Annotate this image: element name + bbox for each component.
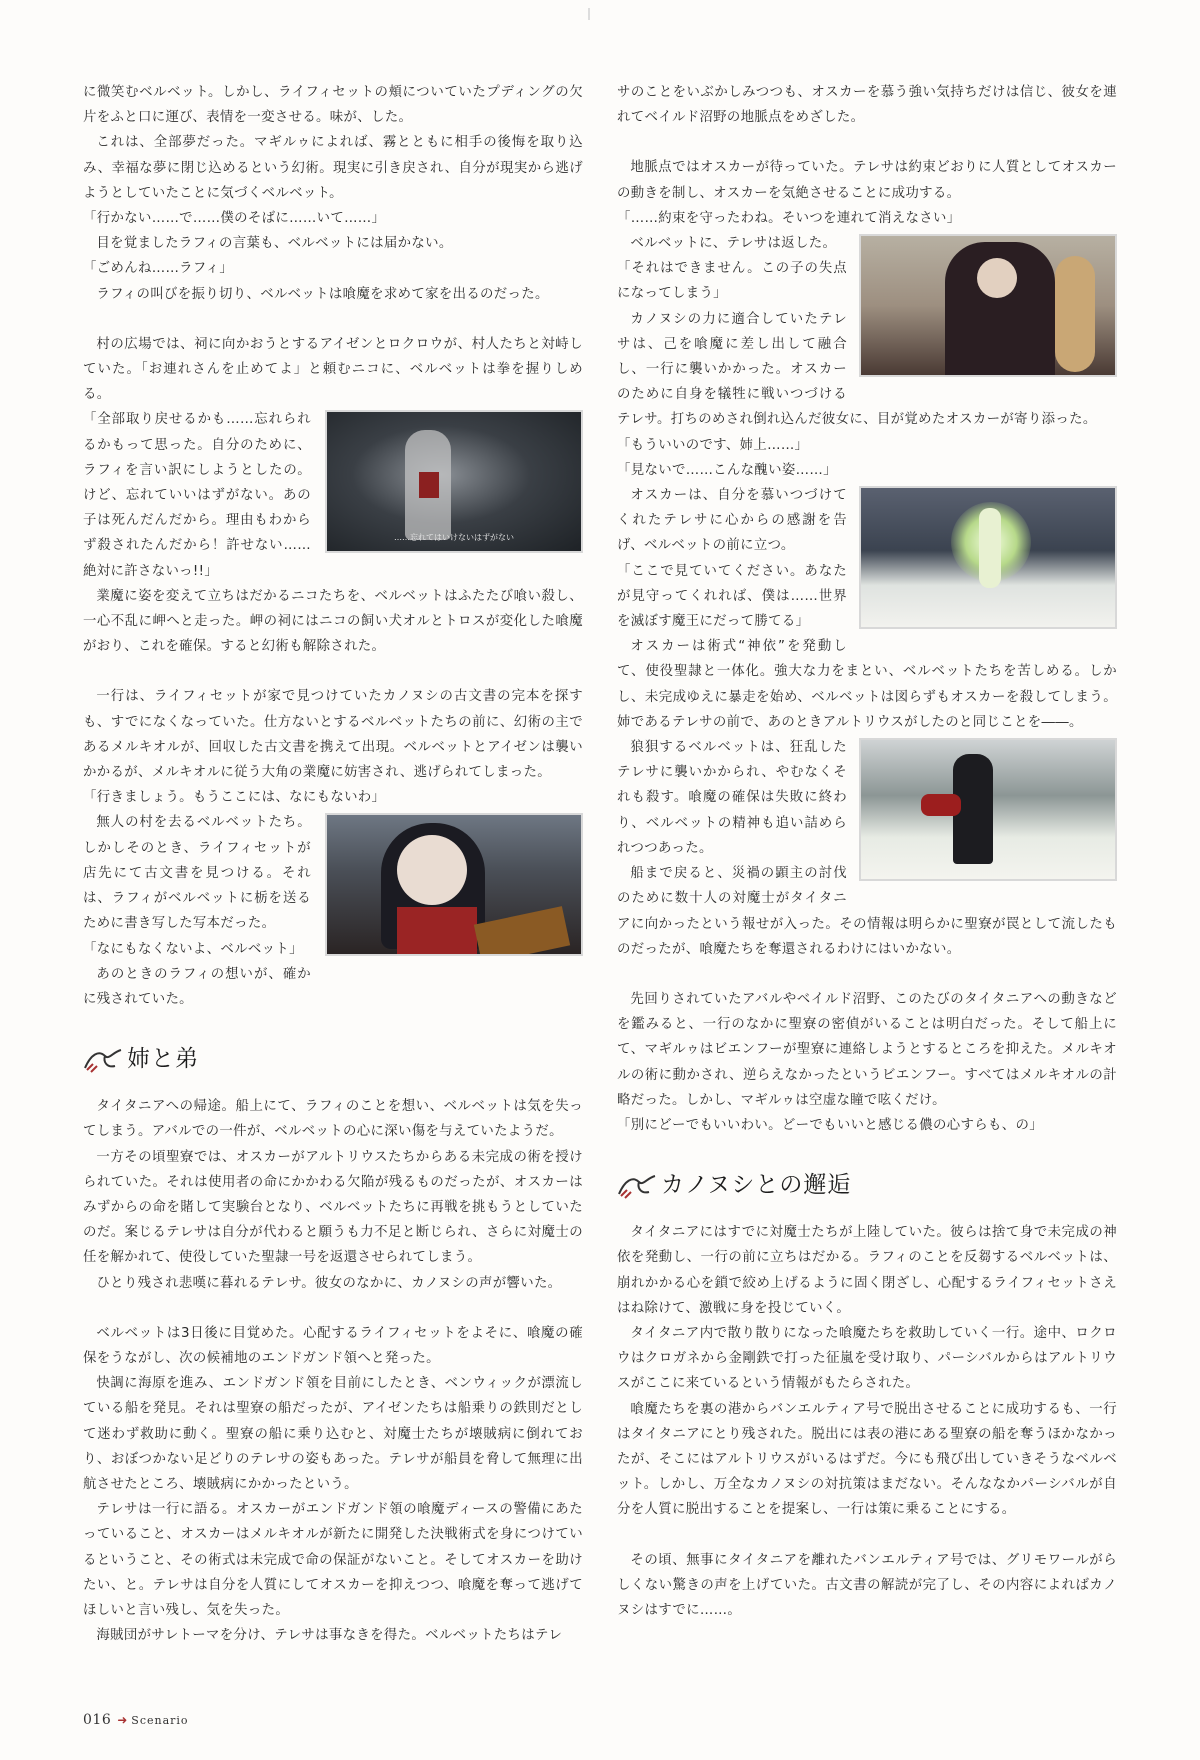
paragraph: オスカーは、自分を慕いつづけてくれたテレサに心からの感謝を告げ、ベルベットの前に立つ。 (617, 488, 847, 554)
left-column (83, 80, 583, 1648)
paragraph: カノヌシの力に適合していたテレサは、己を喰魔に差し出して融合し、一行に襲いかかった。オスカーのために自身を犠牲に戦いつづけるテレサ。打ちのめされ倒れ込んだ彼女に、目が覚めたオスカーが寄り添った。 (617, 311, 1097, 428)
paragraph: ベルベットは3日後に目覚めた。心配するライフィセットをよそに、喰魔の確保をうながし、次の候補地のエンドガンド領へと発った。 (83, 1325, 583, 1366)
dialogue: 「それはできません。この子の失点になってしまう」 (617, 261, 847, 302)
paragraph: テレサは一行に語る。オスカーがエンドガンド領の喰魔ディースの警備にあたっていること、オスカーはメルキオルが新たに開発した決戦術式を身につけているということ、その術式は未完成で命の保証がないこと。そしてオスカーを助けたい、と。テレサは自分を人質にしてオスカーを抑えつつ、喰魔を奪って逃げてほしいと言い残し、気を失った。 (83, 1502, 583, 1618)
paragraph: タイタニアへの帰途。船上にて、ラフィのことを想い、ベルベットは気を失ってしまう。アバルでの一件が、ベルベットの心に深い傷を与えていたようだ。 (83, 1099, 583, 1140)
paragraph: ベルベットに、テレサは返した。 (630, 236, 837, 252)
dragon-ornament-icon (617, 1172, 657, 1200)
section-label: Scenario (131, 1714, 189, 1727)
paragraph: あのときのラフィの想いが、確かに残されていた。 (83, 966, 311, 1007)
dialogue: 「なにもなくないよ、ベルベット」 (83, 941, 303, 957)
paragraph: 先回りされていたアバルやベイルド沼野、このたびのタイタニアへの動きなどを鑑みると、一行のなかに聖寮の密偵がいることは明白だった。そして船上にて、マギルゥはビエンフーが聖寮に連絡しようとするところを抑えた。メルキオルの術に動かされ、逆らえなかったというビエンフー。すべてはメルキオルの計略だった。しかし、マギルゥは空虚な瞳で呟くだけ。 (617, 991, 1117, 1108)
paragraph: 海賊団がサレトーマを分け、テレサは事なきを得た。ベルベットたちはテレ (96, 1628, 563, 1644)
paragraph: ひとり残され悲嘆に暮れるテレサ。彼女のなかに、カノヌシの声が響いた。 (96, 1275, 562, 1291)
paragraph: その頃、無事にタイタニアを離れたバンエルティア号では、グリモワールがらしくない驚きの声を上げていた。古文書の解読が完了し、その内容によればカノヌシはすでに……。 (617, 1552, 1117, 1618)
paragraph: 喰魔たちを裏の港からバンエルティア号で脱出させることに成功するも、一行はタイタニアにとり残された。脱出には表の港にある聖寮の船を奪うほかなかったが、そこにはアルトリウスがいるはずだ。今にも飛び出していきそうなベルベット。しかし、万全なカノヌシの対抗策はまだない。そんななかパーシバルが自分を人質に脱出することを提案し、一行は策に乗ることにする。 (617, 1401, 1117, 1518)
paragraph: タイタニアにはすでに対魔士たちが上陸していた。彼らは捨て身で未完成の神依を発動し、一行の前に立ちはだかる。ラフィのことを反芻するベルベットは、崩れかかる心を鎖で絞め上げるように固く閉ざし、心配するライフィセットさえはね除けて、激戦に身を投じていく。 (617, 1225, 1117, 1316)
paragraph: ラフィの叫びを振り切り、ベルベットは喰魔を求めて家を出るのだった。 (96, 286, 549, 302)
paragraph: 目を覚ましたラフィの言葉も、ベルベットには届かない。 (96, 236, 453, 252)
dialogue: 「別にどーでもいいわい。どーでもいいと感じる儂の心すらも、の」 (617, 1117, 1043, 1133)
paragraph: 地脈点ではオスカーが待っていた。テレサは約束どおりに人質としてオスカーの動きを制し、オスカーを気絶させることに成功する。 (617, 160, 1117, 201)
page-footer (83, 1712, 189, 1728)
dragon-ornament-icon (83, 1046, 123, 1074)
paragraph: 快調に海原を進み、エンドガンド領を目前にしたとき、ベンウィックが漂流している船を発見。それは聖寮の船だったが、アイゼンたちは船乗りの鉄則だとして迷わず救助に動く。聖寮の船に乗り込むと、対魔士たちが壊賊病に倒れており、おぼつかない足どりのテレサの姿もあった。テレサが船員を脅して無理に出航させたところ、壊賊病にかかったという。 (83, 1376, 583, 1492)
dialogue: 「ごめんね……ラフィ」 (83, 261, 234, 277)
screenshot-subtitle: ……忘れてはいけないはずがない (394, 533, 514, 543)
dialogue: 「見ないで……こんな醜い姿……」 (617, 462, 837, 478)
paragraph: 無人の村を去るベルベットたち。しかしそのとき、ライフィセットが店先にて古文書を見つける。それは、ラフィがベルベットに栃を送るために書き写した写本だった。 (83, 815, 311, 932)
game-screenshot-oscar-kamui (859, 486, 1117, 629)
game-screenshot-teresa (859, 234, 1117, 377)
paragraph: に微笑むベルベット。しかし、ライフィセットの頬についていたプディングの欠片をふと口に運び、表情を一変させる。味が、した。 (83, 85, 583, 126)
dialogue: 「行かない……で……僕のそばに……いて……」 (83, 211, 386, 227)
paragraph: 一方その頃聖寮では、オスカーがアルトリウスたちからある未完成の術を授けられていた。それは使用者の命にかかわる欠陥が残るものだったが、オスカーはみずからの命を賭して実験台となり、ベルベットたちに再戦を挑もうとしていたのだ。案じるテレサは自分が代わると願うも力不足と断じられ、さらに対魔士の任を解かれて、使役していた聖隷一号を返還させられてしまう。 (83, 1149, 583, 1266)
dialogue: 「全部取り戻せるかも……忘れられるかもって思った。自分のために、ラフィを言い訳にしようとしたの。けど、忘れていいはずがない。あの子は死んだんだから。理由もわからず殺されたんだから！許せない……絶対に許さないっ!!」 (83, 412, 311, 579)
game-screenshot-village (325, 410, 583, 553)
heading-text: カノヌシとの邂逅 (661, 1172, 852, 1199)
paragraph: これは、全部夢だった。マギルゥによれば、霧とともに相手の後悔を取り込み、幸福な夢に閉じ込めるという幻術。現実に引き戻され、自分が現実から逃げようとしていたことに気づくベルベット。 (83, 135, 583, 201)
game-screenshot-velvet-field (859, 738, 1117, 881)
paragraph: 船まで戻ると、災禍の顕主の討伐のために数十人の対魔士がタイタニアに向かったという報せが入った。その情報は明らかに聖寮が罠として流したものだったが、喰魔たちを奪還されるわけにはいかない。 (617, 866, 1117, 957)
paragraph: オスカーは術式“神依”を発動して、使役聖隷と一体化。強大な力をまとい、ベルベットたちを苦しめる。しかし、未完成ゆえに暴走を始め、ベルベットは図らずもオスカーを殺してしまう。姉であるテレサの前で、あのときアルトリウスがしたのと同じことを――。 (617, 639, 1117, 730)
game-screenshot-velvet (325, 813, 583, 956)
right-column (617, 80, 1117, 1623)
dialogue: 「もういいのです、姉上……」 (617, 437, 809, 453)
paragraph: 狼狽するベルベットは、狂乱したテレサに襲いかかられ、やむなくそれも殺す。喰魔の確保は失敗に終わり、ベルベットの精神も追い詰められつつあった。 (617, 740, 847, 856)
dialogue: 「ここで見ていてください。あなたが見守ってくれれば、僕は……世界を滅ぼす魔王にだって勝てる」 (617, 563, 847, 630)
crop-mark (588, 8, 590, 20)
section-heading-kanonushi (617, 1168, 1117, 1202)
paragraph: サのことをいぶかしみつつも、オスカーを慕う強い気持ちだけは信じ、彼女を連れてベイルド沼野の地脈点をめざした。 (617, 85, 1117, 126)
section-heading-sister-brother (83, 1042, 583, 1076)
dialogue: 「……約束を守ったわね。そいつを連れて消えなさい」 (617, 210, 961, 226)
paragraph: 一行は、ライフィセットが家で見つけていたカノヌシの古文書の完本を探すも、すでになくなっていた。仕方ないとするベルベットたちの前に、幻術の主であるメルキオルが、回収した古文書を携えて出現。ベルベットとアイゼンは襲いかかるが、メルキオルに従う大角の業魔に妨害され、逃げられてしまった。 (83, 689, 583, 781)
dialogue: 「行きましょう。もうここには、なにもないわ」 (83, 790, 386, 806)
page-number: 016 (83, 1712, 112, 1728)
paragraph: タイタニア内で散り散りになった喰魔たちを救助していく一行。途中、ロクロウはクロガネから金剛鉄で打った征嵐を受け取り、パーシバルからはアルトリウスがここに来ているという情報がもたらされた。 (617, 1325, 1117, 1392)
paragraph: 村の広場では、祠に向かおうとするアイゼンとロクロウが、村人たちと対峙していた。「お連れさんを止めてよ」と頼むニコに、ベルベットは拳を握りしめる。 (83, 336, 583, 403)
paragraph: 業魔に姿を変えて立ちはだかるニコたちを、ベルベットはふたたび喰い殺し、一心不乱に岬へと走った。岬の祠にはニコの飼い犬オルとトロスが変化した喰魔がおり、これを確保。すると幻術も解除された。 (83, 588, 583, 655)
heading-text: 姉と弟 (127, 1046, 199, 1073)
arrow-icon: ➜ (117, 1713, 128, 1727)
